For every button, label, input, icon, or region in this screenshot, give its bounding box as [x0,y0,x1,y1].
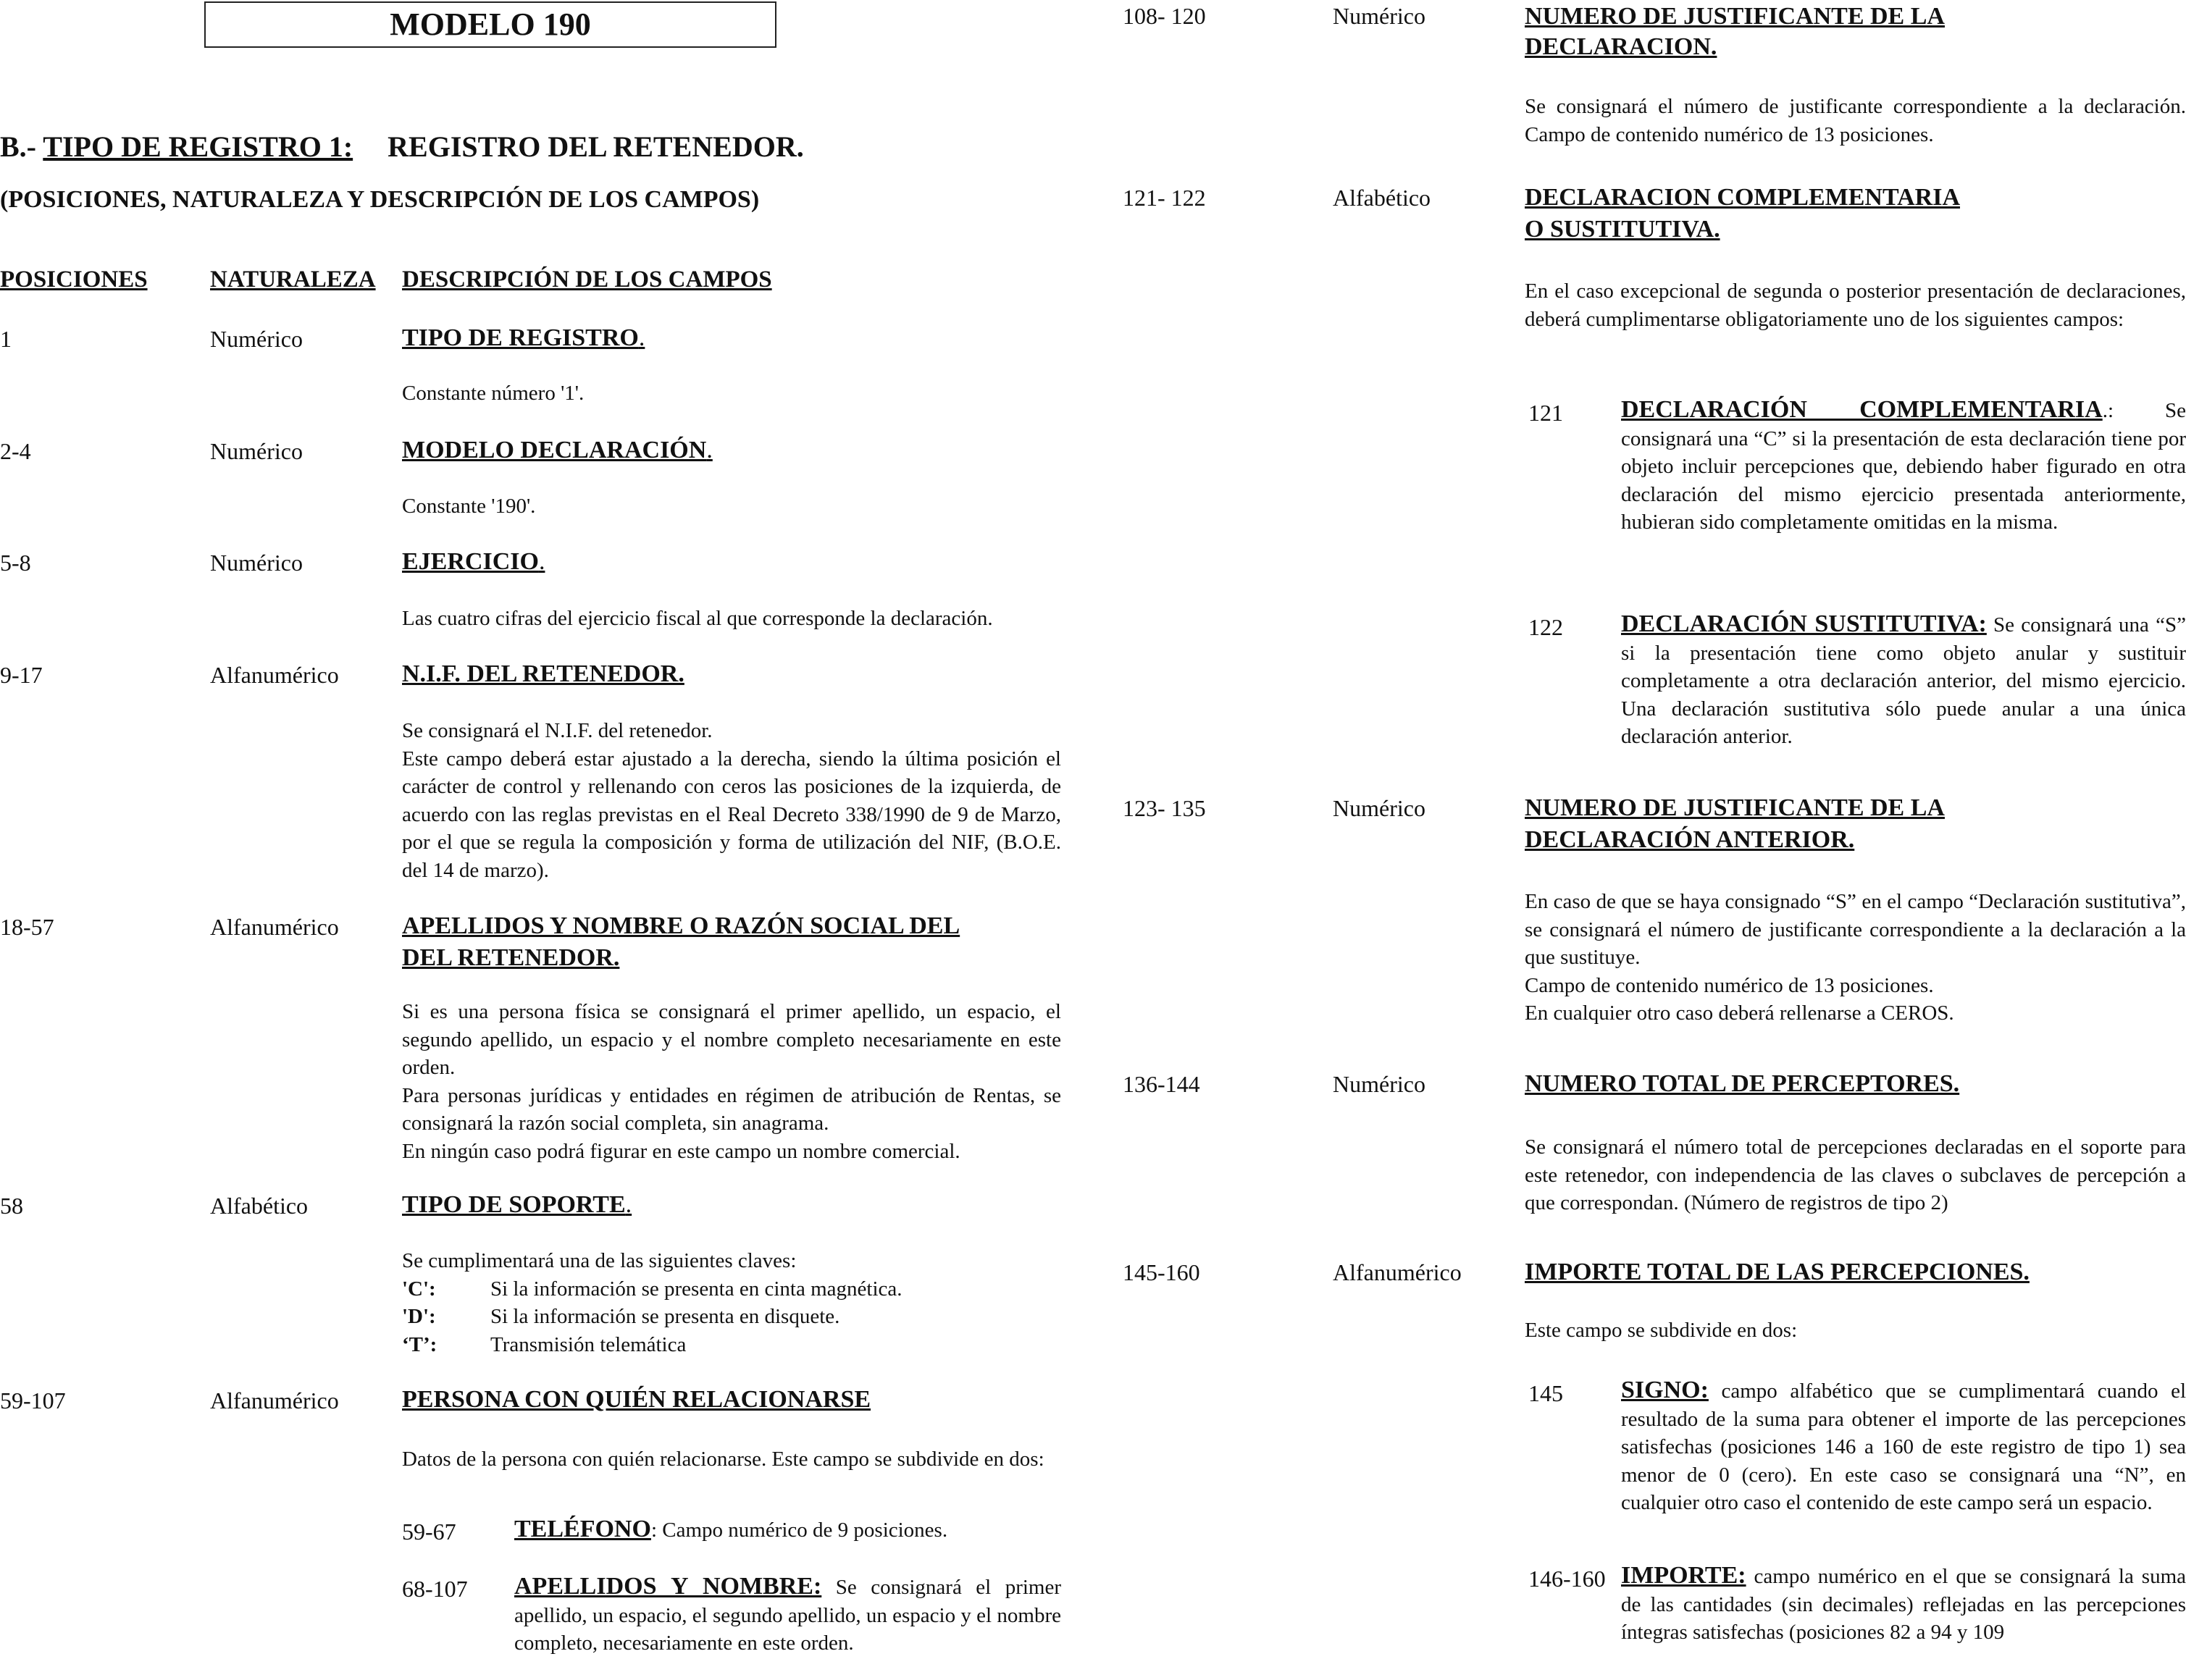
section-link: TIPO DE REGISTRO 1: [43,130,353,163]
subfield-positions: 145 [1528,1380,1563,1406]
column-header-nature: NATURALEZA [210,266,376,293]
subfield-description: APELLIDOS Y NOMBRE: Se consignará el primer apellido, un espacio, el segundo apellido, un espacio y el nombre completo, necesariamente en este orden. [514,1573,1061,1655]
field-nature: Numérico [1333,795,1425,821]
field-title: EJERCICIO. [402,548,545,575]
field-title: TIPO DE SOPORTE. [402,1191,632,1218]
field-title: NUMERO TOTAL DE PERCEPTORES. [1525,1070,1960,1097]
field-nature: Numérico [1333,3,1425,29]
field-description: Si es una persona física se consignará el primer apellido, un espacio, el segundo apellido, un espacio y el nombre completo necesariamente en este orden. Para personas jurídicas y entidades en régimen de atribución de Rentas, se consignará la razón social completa, sin anagrama. En ningún caso podrá figurar en este campo un nombre comercial. [402,1000,1061,1163]
subfield-positions: 121 [1528,400,1563,426]
field-description: Se consignará el número de justificante correspondiente a la declaración. Campo de contenido numérico de 13 posiciones. [1525,95,2186,146]
field-nature: Alfanumérico [1333,1259,1462,1285]
field-description: Se consignará el N.I.F. del retenedor. Este campo deberá estar ajustado a la derecha, siendo la última posición el carácter de control y rellenando con ceros las posiciones de la izquierda, de acuerdo con las reglas previstas en el Real Decreto 338/1990 de 9 de Marzo, por el que se regula la composición y forma de utilización del NIF, (B.O.E. del 14 de marzo). [402,719,1061,882]
subfield-description: SIGNO: campo alfabético que se cumplimentará cuando el resultado de la suma para obtener el importe de las percepciones satisfechas (posiciones 146 a 160 de este registro de tipo 1) sea menor de 0 (cero). En este caso se consignará una “N”, en cualquier otro caso el contenido de este campo será un espacio. [1621,1377,2186,1514]
field-title-continued: O SUSTITUTIVA. [1525,216,1720,243]
column-header-positions: POSICIONES [0,266,148,293]
field-description: Este campo se subdivide en dos: [1525,1319,1798,1342]
field-nature: Numérico [210,438,303,464]
field-description: En el caso excepcional de segunda o posterior presentación de declaraciones, deberá cumplimentarse obligatoriamente uno de los siguientes campos: [1525,280,2186,331]
field-positions: 121- 122 [1123,185,1206,211]
field-positions: 18-57 [0,914,54,940]
field-positions: 123- 135 [1123,795,1206,821]
field-title-continued: DEL RETENEDOR. [402,944,620,971]
field-positions: 1 [0,326,12,352]
field-nature: Numérico [210,326,303,352]
column-header-description: DESCRIPCIÓN DE LOS CAMPOS [402,266,772,293]
section-subtitle: (POSICIONES, NATURALEZA Y DESCRIPCIÓN DE LOS CAMPOS) [0,186,760,213]
field-positions: 145-160 [1123,1259,1200,1285]
field-title-continued: DECLARACIÓN ANTERIOR. [1525,826,1855,853]
field-nature: Alfanumérico [210,662,339,688]
field-title: N.I.F. DEL RETENEDOR. [402,660,684,687]
field-description: Se consignará el número total de percepciones declaradas en el soporte para este retenedor, con independencia de las claves o subclaves de percepción a que correspondan. (Número de registros de tipo 2) [1525,1135,2186,1214]
field-title: DECLARACION COMPLEMENTARIA [1525,184,1960,211]
field-positions: 58 [0,1193,23,1219]
key-row: 'D': Si la información se presenta en disquete. [402,1305,840,1328]
field-description: Las cuatro cifras del ejercicio fiscal al que corresponde la declaración. [402,607,993,630]
field-description: Se cumplimentará una de las siguientes claves: 'C': Si la información se presenta en cinta magnética. 'D': Si la información se presenta en disquete. ‘T’: Transmisión telemática [402,1247,1061,1358]
subfield-positions: 146-160 [1528,1566,1606,1592]
field-positions: 108- 120 [1123,3,1206,29]
field-title: NUMERO DE JUSTIFICANTE DE LA [1525,3,1945,30]
subfield-description: DECLARACIÓN SUSTITUTIVA: Se consignará una “S” si la presentación tiene como objeto anular y sustituir completamente a otra declaración anterior, del mismo ejercicio. Una declaración sustitutiva sólo puede anular a una única declaración anterior. [1621,610,2186,748]
field-title: APELLIDOS Y NOMBRE O RAZÓN SOCIAL DEL [402,912,960,939]
field-nature: Alfabético [1333,185,1431,211]
field-positions: 9-17 [0,662,43,688]
field-nature: Alfabético [210,1193,309,1219]
field-title-continued: DECLARACION. [1525,33,1717,60]
subfield-description: IMPORTE: campo numérico en el que se consignará la suma de las cantidades (sin decimales) reflejadas en las percepciones íntegras satisfechas (posiciones 82 a 94 y 109 [1621,1562,2186,1644]
subfield-positions: 59-67 [402,1519,456,1545]
key-row: ‘T’: Transmisión telemática [402,1332,687,1356]
field-positions: 5-8 [0,550,31,576]
section-name: REGISTRO DEL RETENEDOR. [388,130,804,163]
field-description: En caso de que se haya consignado “S” en el campo “Declaración sustitutiva”, se consignará el número de justificante correspondiente a la declaración a la que sustituye. Campo de contenido numérico de 13 posiciones. En cualquier otro caso deberá rellenarse a CEROS. [1525,890,2186,1025]
field-positions: 59-107 [0,1387,66,1414]
document-title: MODELO 190 [204,1,776,48]
field-title: PERSONA CON QUIÉN RELACIONARSE [402,1386,871,1413]
field-description: Constante '190'. [402,495,536,518]
subfield-positions: 122 [1528,614,1563,640]
field-title: IMPORTE TOTAL DE LAS PERCEPCIONES. [1525,1259,2030,1285]
subfield-description: TELÉFONO: Campo numérico de 9 posiciones. [514,1516,948,1542]
field-positions: 136-144 [1123,1071,1200,1097]
field-title: NUMERO DE JUSTIFICANTE DE LA [1525,794,1945,821]
field-nature: Numérico [210,550,303,576]
subfield-description: DECLARACIÓN COMPLEMENTARIA.: Se consignará una “C” si la presentación de esta declaración tiene por objeto incluir percepciones que, debiendo haber figurado en otra declaración del mismo ejercicio presentada anteriormente, hubieran sido completamente omitidas en la misma. [1621,396,2186,534]
field-nature: Alfanumérico [210,914,339,940]
section-prefix: B.- [0,130,36,163]
field-title: MODELO DECLARACIÓN. [402,437,713,463]
field-nature: Numérico [1333,1071,1425,1097]
key-row: 'C': Si la información se presenta en cinta magnética. [402,1277,903,1301]
subfield-positions: 68-107 [402,1576,468,1602]
field-title: TIPO DE REGISTRO. [402,324,645,351]
field-description: Constante número '1'. [402,382,585,405]
field-nature: Alfanumérico [210,1387,339,1414]
field-description: Datos de la persona con quién relacionarse. Este campo se subdivide en dos: [402,1448,1044,1471]
section-title [0,129,804,165]
field-positions: 2-4 [0,438,31,464]
